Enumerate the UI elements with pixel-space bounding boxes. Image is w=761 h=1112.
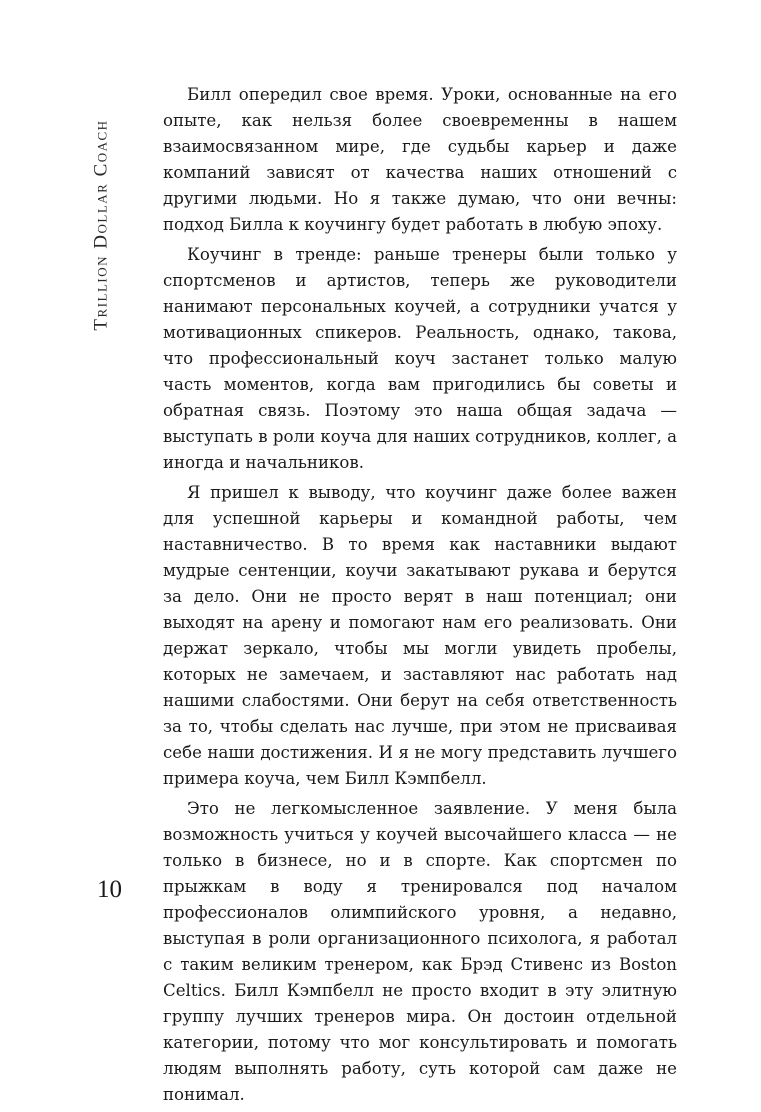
page-number: 10 [97, 876, 122, 903]
paragraph: Коучинг в тренде: раньше тренеры были только у спортсменов и артистов, теперь же руководители нанимают персональных коучей, а сотрудники учатся у мотивационных спикеров. Реальность, однако, такова, что профессиональный коуч застанет только малую часть моментов, когда вам пригодились бы советы и обратная связь. Поэтому это наша общая задача — выступать в роли коуча для наших сотрудников, коллег, а иногда и начальников. [163, 245, 678, 472]
paragraph: Я пришел к выводу, что коучинг даже более важен для успешной карьеры и командной работы, чем наставничество. В то время как наставники выдают мудрые сентенции, коучи закатывают рукава и берутся за дело. Они не просто верят в наш потенциал; они выходят на арену и помогают нам его реализовать. Они держат зеркало, чтобы мы могли увидеть пробелы, которых не замечаем, и заставляют нас работать над нашими слабостями. Они берут на себя ответственность за то, чтобы сделать нас лучше, при этом не присваивая себе наши достижения. И я не могу представить лучшего примера коуча, чем Билл Кэмпбелл. [163, 483, 677, 788]
paragraph: Билл опередил свое время. Уроки, основанные на его опыте, как нельзя более своевременны в нашем взаимосвязанном мире, где судьбы карьер и даже компаний зависят от качества наших отношений с другими людьми. Но я также думаю, что они вечны: подход Билла к коучингу будет работать в любую эпоху. [163, 85, 677, 234]
paragraph: Это не легкомысленное заявление. У меня была возможность учиться у коучей высочайшего класса — не только в бизнесе, но и в спорте. Как спортсмен по прыжкам в воду я тренировался под началом профессионалов олимпийского уровня, а недавно, выступая в роли организационного психолога, я работал с таким великим тренером, как Брэд Стивенс из Boston Celtics. Билл Кэмпбелл не просто входит в эту элитную группу лучших тренеров мира. Он достоин отдельной категории, потому что мог консультировать и помогать людям выполнять работу, суть которой сам даже не понимал. [163, 799, 677, 1104]
body-text [163, 82, 677, 1112]
running-head-title: Trillion Dollar Coach [91, 119, 112, 331]
running-head [92, 70, 112, 380]
